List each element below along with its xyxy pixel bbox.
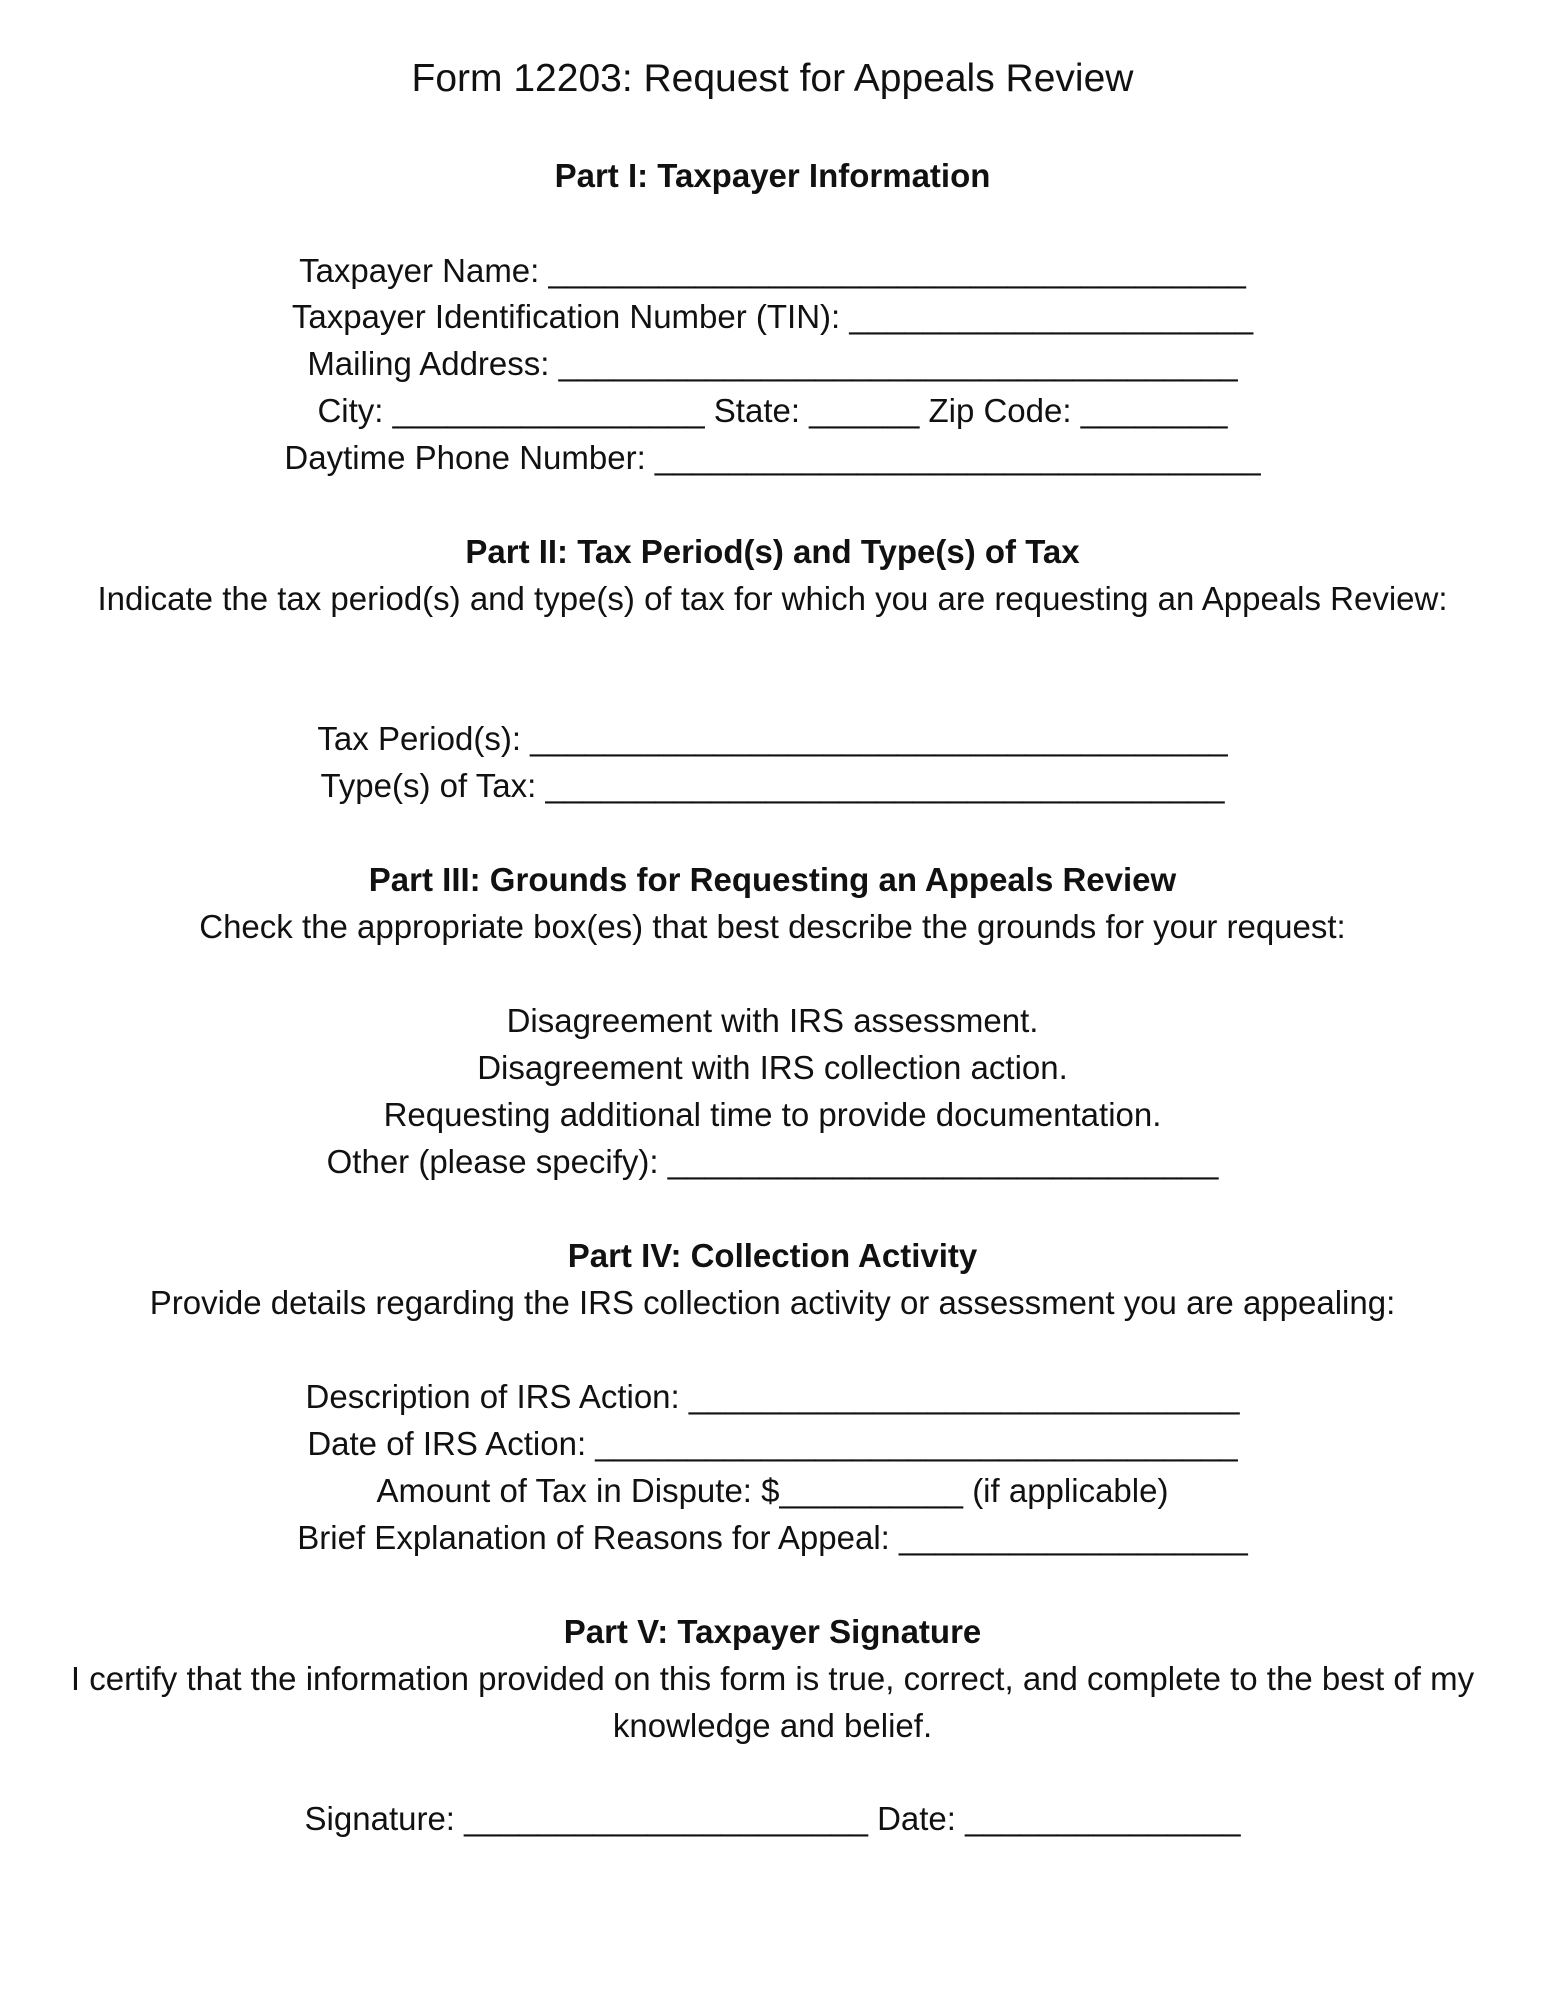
option-disagree-assessment[interactable]: Disagreement with IRS assessment. <box>506 1002 1039 1039</box>
part3-heading: Part III: Grounds for Requesting an Appeals Review <box>368 861 1177 898</box>
form-title: Form 12203: Request for Appeals Review <box>411 57 1134 100</box>
tin-field[interactable]: Taxpayer Identification Number (TIN): ______________________ <box>291 298 1254 335</box>
daytime-phone-field[interactable]: Daytime Phone Number: _________________________________ <box>284 439 1261 476</box>
city-state-zip-field[interactable]: City: _________________ State: ______ Zip Code: ________ <box>317 392 1228 429</box>
certification-statement: I certify that the information provided on this form is true, correct, and complete to the best of my knowledge and belief. <box>70 1660 1475 1744</box>
part4-instruction: Provide details regarding the IRS collection activity or assessment you are appealing: <box>149 1284 1396 1321</box>
signature-date-field[interactable]: Signature: ______________________ Date: _______________ <box>304 1800 1241 1837</box>
part5-heading: Part V: Taxpayer Signature <box>563 1613 982 1650</box>
taxpayer-name-field[interactable]: Taxpayer Name: ______________________________________ <box>299 252 1246 289</box>
part3-instruction: Check the appropriate box(es) that best describe the grounds for your request: <box>199 908 1346 945</box>
part2-instruction: Indicate the tax period(s) and type(s) of tax for which you are requesting an Appeals Review: <box>97 580 1448 617</box>
option-disagree-collection[interactable]: Disagreement with IRS collection action. <box>477 1049 1068 1086</box>
appeal-reasons-field[interactable]: Brief Explanation of Reasons for Appeal: ___________________ <box>297 1519 1248 1556</box>
part2-heading: Part II: Tax Period(s) and Type(s) of Tax <box>465 533 1080 570</box>
part1-heading: Part I: Taxpayer Information <box>554 157 991 194</box>
option-additional-time[interactable]: Requesting additional time to provide documentation. <box>383 1096 1162 1133</box>
irs-action-description-field[interactable]: Description of IRS Action: ______________________________ <box>305 1378 1240 1415</box>
irs-action-date-field[interactable]: Date of IRS Action: ___________________________________ <box>307 1425 1238 1462</box>
tax-types-field[interactable]: Type(s) of Tax: _____________________________________ <box>320 767 1225 804</box>
amount-in-dispute-field[interactable]: Amount of Tax in Dispute: $__________ (if applicable) <box>376 1472 1169 1509</box>
option-other-field[interactable]: Other (please specify): ______________________________ <box>326 1143 1219 1180</box>
part4-heading: Part IV: Collection Activity <box>567 1237 978 1274</box>
mailing-address-field[interactable]: Mailing Address: _____________________________________ <box>307 345 1238 382</box>
tax-periods-field[interactable]: Tax Period(s): ______________________________________ <box>317 720 1228 757</box>
